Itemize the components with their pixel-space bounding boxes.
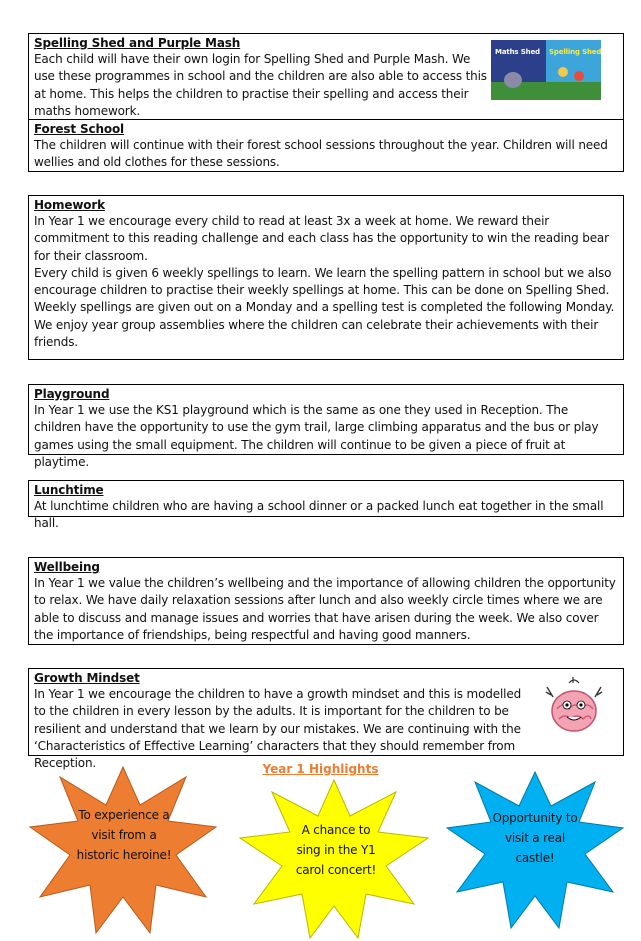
section-wellbeing bbox=[28, 557, 624, 645]
image-label-left: Maths Shed bbox=[495, 48, 540, 56]
section-spelling bbox=[28, 33, 624, 120]
section-title: Playground bbox=[34, 387, 110, 401]
highlight-star-yellow bbox=[238, 778, 430, 940]
section-title: Wellbeing bbox=[34, 560, 100, 574]
section-title: Spelling Shed and Purple Mash bbox=[34, 36, 241, 50]
highlights-title: Year 1 Highlights bbox=[262, 762, 379, 776]
highlight-text: To experience a visit from a historic heroine! bbox=[76, 808, 172, 862]
brain-icon bbox=[543, 675, 605, 739]
section-title: Homework bbox=[34, 198, 105, 212]
highlight-star-orange bbox=[28, 765, 218, 935]
image-label-right: Spelling Shed bbox=[549, 48, 601, 56]
section-body: In Year 1 we encourage the children to have a growth mindset and this is modelled to the children in every lesson by the adults. It is important for the children to be resilient and understand that we learn by our mistakes. We are continuing with the ‘Characteristics of Effective Learning’ characters that they should remember from Reception. bbox=[34, 687, 522, 771]
section-title: Growth Mindset bbox=[34, 671, 140, 685]
section-body: In Year 1 we value the children’s wellbeing and the importance of allowing children the opportunity to relax. We have daily relaxation sessions after lunch and also weekly circle times where we are able to discuss and manage issues and worries that have arisen during the week. We also cover the importance of friendships, being respectful and having good manners. bbox=[34, 576, 616, 642]
section-body: In Year 1 we use the KS1 playground which is the same as one they used in Reception. The children have the opportunity to use the gym trail, large climbing apparatus and the bus or play games using the small equipment. The children will continue to be given a piece of fruit at playtime. bbox=[34, 403, 599, 469]
homework-paragraph-1: In Year 1 we encourage every child to read at least 3x a week at home. We reward their commitment to this reading challenge and each class has the opportunity to win the reading bear for their classroom. bbox=[34, 214, 609, 263]
section-body: At lunchtime children who are having a school dinner or a packed lunch eat together in the small hall. bbox=[34, 499, 604, 531]
section-title: Forest School bbox=[34, 122, 125, 136]
spelling-shed-image bbox=[491, 40, 601, 100]
highlight-star-blue bbox=[445, 770, 625, 930]
section-homework bbox=[28, 195, 624, 360]
highlight-text: Opportunity to visit a real castle! bbox=[492, 811, 578, 865]
section-forest-school bbox=[28, 120, 624, 172]
homework-paragraph-2: Every child is given 6 weekly spellings to learn. We learn the spelling pattern in school but we also encourage children to practise their weekly spellings at home. This can be done on Spelling Shed. Weekly spellings are given out on a Monday and a spelling test is completed the following Monday. bbox=[34, 265, 615, 315]
section-lunchtime bbox=[28, 480, 624, 531]
section-playground bbox=[28, 384, 624, 469]
highlight-text: A chance to sing in the Y1 carol concert! bbox=[295, 823, 377, 877]
section-body: The children will continue with their forest school sessions throughout the year. Children will need wellies and old clothes for these sessions. bbox=[34, 138, 608, 170]
section-body: Each child will have their own login for Spelling Shed and Purple Mash. We use these programmes in school and the children are also able to access this at home. This helps the children to practise their spelling and access their maths homework. bbox=[34, 52, 487, 118]
homework-paragraph-3: We enjoy year group assemblies where the children can celebrate their achievements with their friends. bbox=[34, 317, 599, 350]
section-title: Lunchtime bbox=[34, 483, 104, 497]
